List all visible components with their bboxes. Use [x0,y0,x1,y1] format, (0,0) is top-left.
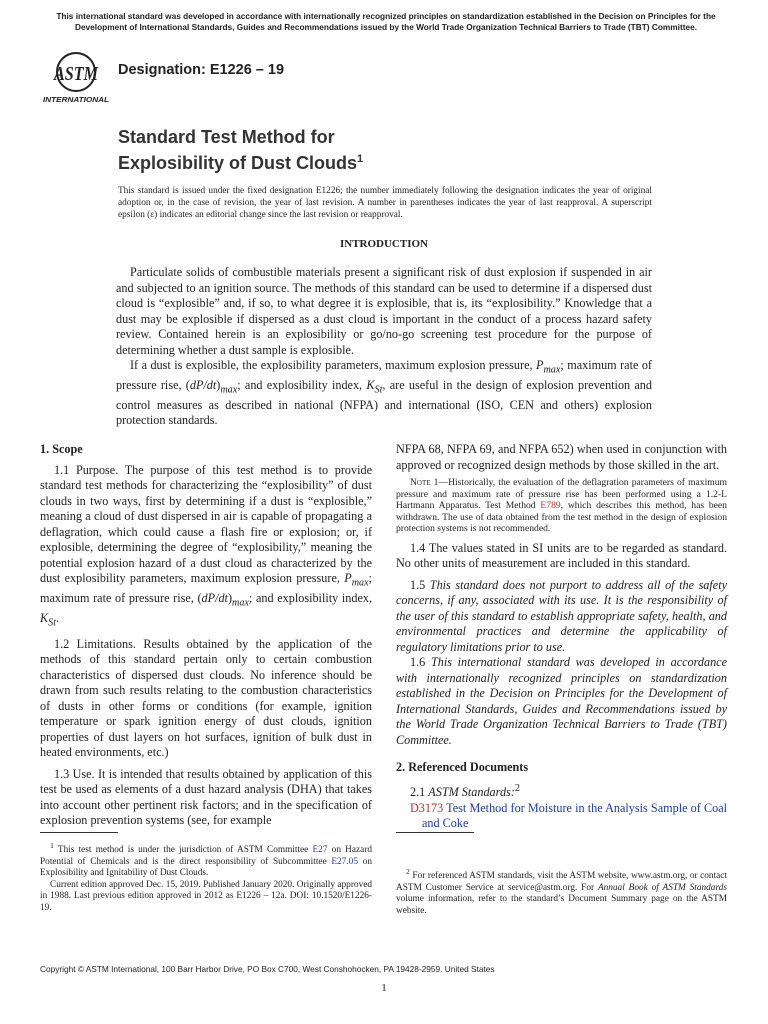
scope-1-3: 1.3 Use. It is intended that results obtained by application of this test be used as elements of a dust hazard analysis (DHA) that takes into account other pertinent risk factors; and in the specification of explosion prevention systems (see, for example [40,766,372,828]
footnote-2: $^2$ For referenced ASTM standards, visit the ASTM website, www.astm.org, or contact ASTM Customer Service at service@astm.org. For Annual Book of ASTM Standards volume information, refer to the standard’s Document Summary page on the ASTM website. [396,867,727,916]
title-line-2-text: Explosibility of Dust Clouds [118,153,358,173]
e27-05-link[interactable]: E27.05 [331,856,358,867]
left-column [40,442,372,829]
scope-1-3-continued: NFPA 68, NFPA 69, and NFPA 652) when used in conjunction with approved or recognized design methods by those skilled in the art. [396,442,727,472]
document-title [118,126,363,174]
scope-1-2: 1.2 Limitations. Results obtained by the application of the methods of this standard pertain only to certain combustion characteristics of dispersed dust clouds. No inference should be drawn from such results relating to the combustion characteristics of dusts in other forms or conditions (for example, ignition temperature or spark ignition energy of dust clouds, ignition properties of dust layers on hot surfaces, ignition of bulk dust in heated environments, etc.) [40,636,372,760]
title-footnote-mark: 1 [357,153,364,165]
d3173-title-link[interactable]: Test Method for Moisture in the Analysis Sample of Coal and Coke [422,800,728,831]
e27-link[interactable]: E27 [312,845,328,856]
footnote-1 [40,840,372,915]
title-line-1: Standard Test Method for [118,127,335,147]
right-column [396,442,727,832]
d3173-link[interactable]: D3173 [410,800,444,815]
title-line-2 [118,148,363,174]
scope-heading: 1. Scope [40,442,83,456]
astm-logo [40,50,112,106]
designation: Designation: E1226 – 19 [118,62,285,78]
footnote-rule-left [40,832,118,833]
scope-1-6: 1.6 This international standard was developed in accordance with internationally recognized principles on standardization established in the Decision on Principles for the Development of International Standards, Guides and Recommendations issued by the World Trade Organization Technical Barriers to Trade (TBT) Committee. [396,655,727,747]
page-number: 1 [381,982,387,994]
scope-1-4: 1.4 The values stated in SI units are to be regarded as standard. No other units of measurement are included in this standard. [396,540,727,571]
astm-logo-letters: ASTM [52,63,99,85]
intro-paragraph-2: If a dust is explosible, the explosibility parameters, maximum explosion pressure, $P_{max}$; maximum rate of pressure rise, $(dP/dt)_{max}$; and explosibility index, $K_{St}$, are useful in the design of explosion prevention and control measures as described in national (NFPA) and international (ISO, CEN and others) explosion protection standards. [116,358,652,428]
footnote-rule-right [396,832,474,833]
scope-1-1: 1.1 Purpose. The purpose of this test method is to provide standard test methods for characterizing the “explosibility” of dust clouds in two ways, first by determining if a dust is “explosible,” meaning a cloud of dust dispersed in air is capable of propagating a deflagration, which could cause a flash fire or explosion; or, if explosible, determining the degree of “explosibility,” meaning the potential explosion hazard of a dust cloud as characterized by the dust explosibility parameters, maximum explosion pressure, $P_{max}$; maximum rate of pressure rise, $(dP/dt)_{max}$; and explosibility index, $K_{St}$. [40,462,372,629]
astm-logo-subtext: INTERNATIONAL [43,95,110,104]
copyright-line: Copyright © ASTM International, 100 Barr Harbor Drive, PO Box C700, West Conshohocken, PA 19428-2959. United States [40,964,495,974]
note-1: Note 1—Historically, the evaluation of the deflagration parameters of maximum pressure and maximum rate of pressure rise has been performed using a 1.2-L Hartmann Apparatus. Test Method E789, which describes this method, has been withdrawn. The use of data obtained from the test method in the design of explosion protection systems is not recommended. [396,477,727,535]
astm-standards-subheading: 2.1 ASTM Standards:$^2$ [410,782,520,800]
footnote-1-para-1: $^1$ This test method is under the jurisdiction of ASTM Committee E27 on Hazard Potential of Chemicals and is the direct responsibility of Subcommittee E27.05 on Explosibility and Ignitability of Dust Clouds. [40,841,372,879]
issuance-statement: This standard is issued under the fixed designation E1226; the number immediately following the designation indicates the year of original adoption or, in the case of revision, the year of last revision. A number in parentheses indicates the year of last reapproval. A superscript epsilon (ε) indicates an editorial change since the last revision or reapproval. [118,186,652,220]
footnote-1-para-2: Current edition approved Dec. 15, 2019. Published January 2020. Originally approved in 1988. Last previous edition approved in 2012 as E1226 – 12a. DOI: 10.1520/E1226-19. [40,879,372,914]
introduction-heading: INTRODUCTION [339,238,428,250]
e789-link[interactable]: E789 [540,500,561,512]
top-notice: This international standard was developed in accordance with internationally recognized principles on standardization established in the Decision on Principles for the Development of International Standards, Guides and Recommendations issued by the World Trade Organization Technical Barriers to Trade (TBT) Committee. [56,11,716,32]
intro-paragraph-1: Particulate solids of combustible materials present a significant risk of dust explosion if suspended in air and subjected to an ignition source. The methods of this standard can be used to determine if a dispersed dust cloud is “explosible” and, if so, to what degree it is explosible, that is, its “explosibility.” Knowledge that a dust may be explosible if dispersed as a dust cloud is important in the conduct of a process hazard safety review. Contained herein is an explosibility or go/no-go screening test procedure for the purpose of determining whether a dust sample is explosible. [116,265,652,357]
reference-d3173 [396,801,727,832]
introduction-body [116,265,652,429]
scope-1-5: 1.5 This standard does not purport to address all of the safety concerns, if any, associated with its use. It is the responsibility of the user of this standard to establish appropriate safety, health, and environmental practices and determine the applicability of regulatory limitations prior to use. [396,577,727,654]
referenced-documents-heading: 2. Referenced Documents [396,760,529,775]
